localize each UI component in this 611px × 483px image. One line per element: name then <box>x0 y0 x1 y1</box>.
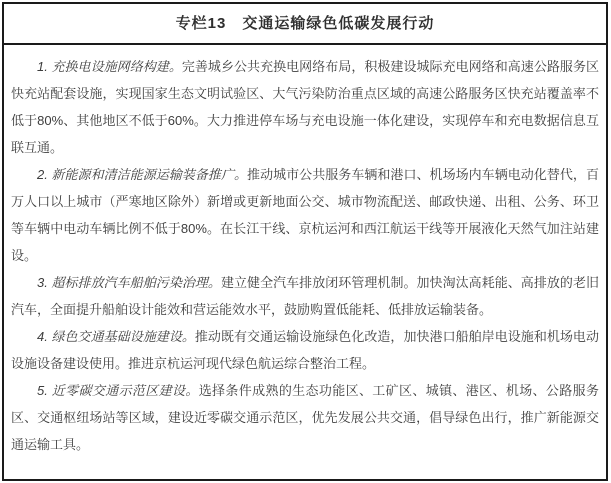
paragraph <box>11 161 599 269</box>
panel-header <box>4 4 606 45</box>
paragraph <box>11 269 599 323</box>
paragraph-text: 推动城市公共服务车辆和港口、机场场内车辆电动化替代，百万人口以上城市（严寒地区除外）新增或更新地面公交、城市物流配送、邮政快递、出租、公务、环卫等车辆中电动车辆比例不低于80%。在长江干线、京杭运河和西江航运干线等开展液化天然气加注站建设。 <box>11 167 599 263</box>
panel-title: 专栏13 交通运输绿色低碳发展行动 <box>175 15 435 32</box>
paragraph <box>11 53 599 161</box>
paragraph-text: 推动既有交通运输设施绿色化改造，加快港口船舶岸电设施和机场电动设施设备建设使用。推进京杭运河现代绿色航运综合整治工程。 <box>11 329 599 371</box>
panel-body <box>4 45 606 458</box>
paragraph-lead: 1. 充换电设施网络构建。 <box>37 59 182 74</box>
paragraph-lead: 3. 超标排放汽车船舶污染治理。 <box>37 275 221 290</box>
paragraph-lead: 2. 新能源和清洁能源运输装备推广。 <box>37 167 248 182</box>
paragraph-lead: 5. 近零碳交通示范区建设。 <box>37 383 199 398</box>
paragraph-lead: 4. 绿色交通基础设施建设。 <box>37 329 195 344</box>
policy-column-box <box>2 2 608 481</box>
paragraph-text: 选择条件成熟的生态功能区、工矿区、城镇、港区、机场、公路服务区、交通枢纽场站等区域，建设近零碳交通示范区，优先发展公共交通，倡导绿色出行，推广新能源交通运输工具。 <box>11 383 599 452</box>
paragraph-text: 建立健全汽车排放闭环管理机制。加快淘汰高耗能、高排放的老旧汽车，全面提升船舶设计能效和营运能效水平，鼓励购置低能耗、低排放运输装备。 <box>11 275 599 317</box>
paragraph-text: 完善城乡公共充换电网络布局，积极建设城际充电网络和高速公路服务区快充站配套设施，实现国家生态文明试验区、大气污染防治重点区域的高速公路服务区快充站覆盖率不低于80%、其他地区不低于60%。大力推进停车场与充电设施一体化建设，实现停车和充电数据信息互联互通。 <box>11 59 599 155</box>
paragraph <box>11 377 599 458</box>
paragraph <box>11 323 599 377</box>
